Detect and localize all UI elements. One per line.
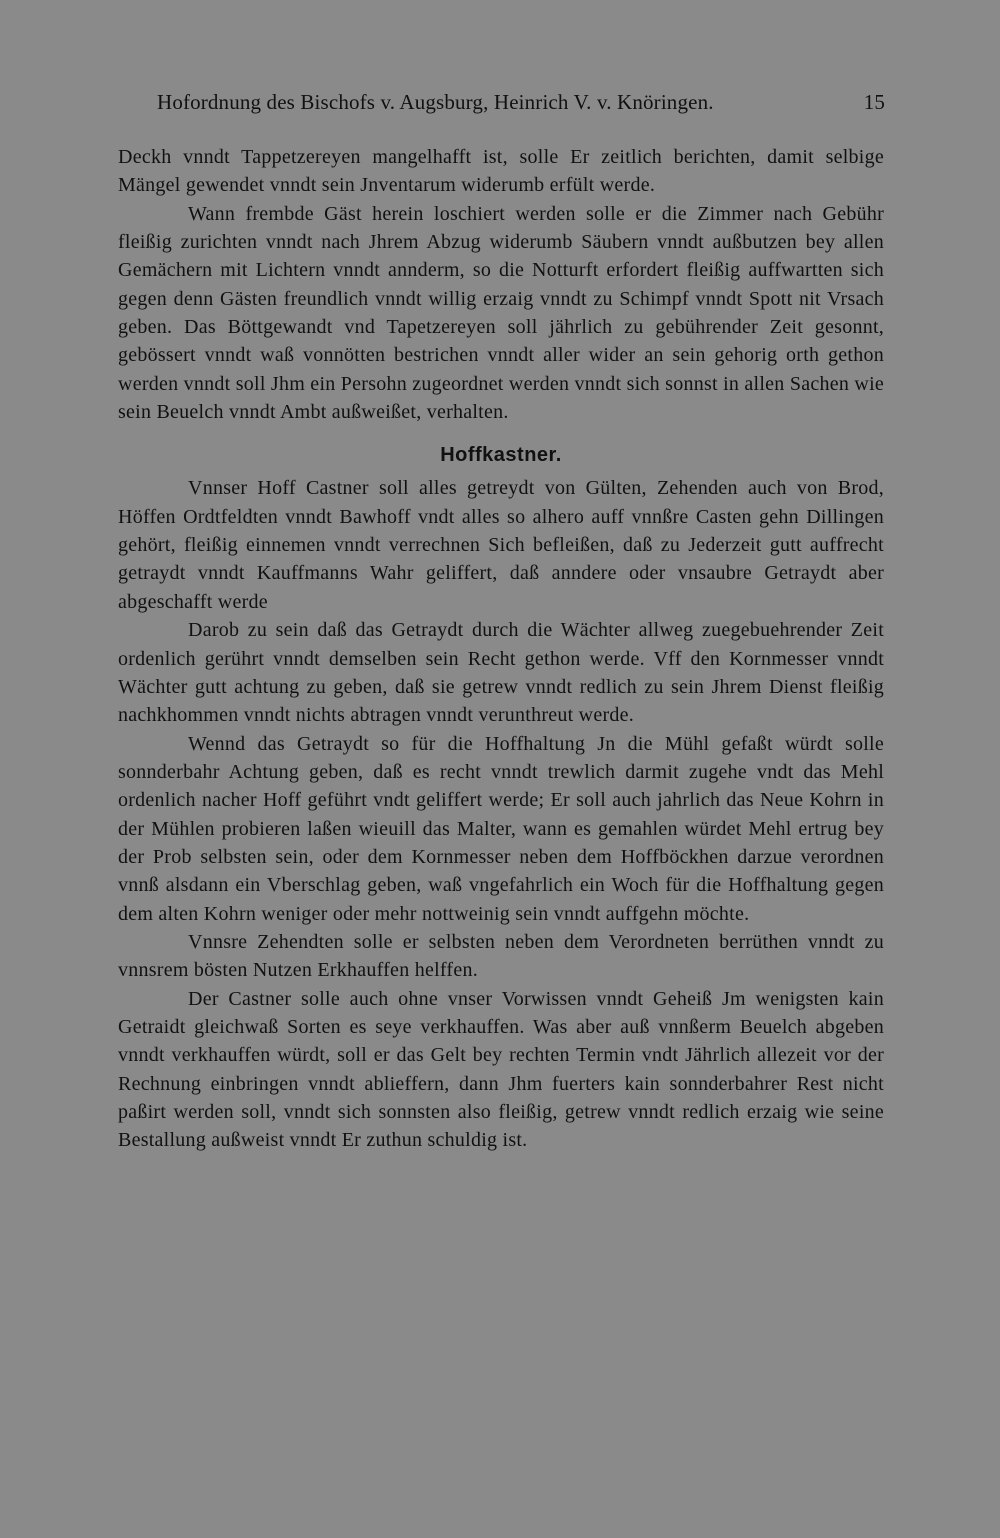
paragraph-tithes: Vnnsre Zehendten solle er selbsten neben dem Verordneten berrüthen vnndt zu vnnsrem bösten Nutzen Erkhauffen helffen. xyxy=(118,930,884,982)
paragraph-guests: Wann frembde Gäst herein loschiert werden solle er die Zimmer nach Gebühr fleißig zurichten vnndt nach Jhrem Abzug widerumb Säubern vnndt außbutzen bey allen Gemächern mit Lichtern vnndt annderm, so die Notturft erfordert fleißig auffwartten sich gegen denn Gästen freundlich vnndt willig erzaig vnndt zu Schimpf vnndt Spott nit Vrsach geben. Das Böttgewandt vnd Tapetzereyen soll jährlich zu gebührender Zeit gesonnt, gebössert vnndt waß vonnötten bestrichen vnndt aller wider an sein gehorig orth gethon werden vnndt soll Jhm ein Persohn zugeordnet werden vnndt sich sonnst in allen Sachen wie sein Beuelch vnndt Ambt außweißet, verhalten. xyxy=(118,202,884,424)
section-heading: Hoffkastner. xyxy=(440,444,562,467)
paragraph-sales: Der Castner solle auch ohne vnser Vorwissen vnndt Geheiß Jm wenigsten kain Getraidt gleichwaß Sorten es seye verkhauffen. Was aber auß vnnßerm Beuelch abgeben vnndt verkhauffen würdt, soll er das Gelt bey rechten Termin vndt Jährlich allezeit vor der Rechnung einbringen vnndt ablieffern, dann Jhm fuerters kain sonnderbahrer Rest nicht paßirt werden soll, vnndt sich sonnsten also fleißig, getrew vnndt redlich erzaig wie seine Bestallung außweist vnndt Er zuthun schuldig ist. xyxy=(118,987,884,1152)
paragraph-continued: Deckh vnndt Tappetzereyen mangelhafft ist, solle Er zeitlich berichten, damit selbige Mängel gewendet vnndt sein Jnventarum widerumb erfült werde. xyxy=(118,146,884,197)
header-title: Hofordnung des Bischofs v. Augsburg, Heinrich V. v. Knöringen. xyxy=(157,90,714,114)
paragraph-mill: Wennd das Getraydt so für die Hoffhaltung Jn die Mühl gefaßt würdt solle sonnderbahr Achtung geben, daß es recht vnndt trewlich darmit zugehe vndt das Mehl ordenlich nacher Hoff geführt vndt geliffert werde; Er soll auch jahrlich das Neue Kohrn in der Mühlen probieren laßen wieuill das Malter, wann es gemahlen würdet Mehl ertrug bey der Prob selbsten sein, oder dem Kornmesser neben dem Hoffböckhen darzue verordnen vnnß alsdann ein Vberschlag geben, waß vngefahrlich ein Woch für die Hoffhaltung gegen dem alten Kohrn weniger oder mehr nottweinig sein vnndt auffgehn möchte. xyxy=(118,732,884,925)
paragraph-grain-care: Darob zu sein daß das Getraydt durch die Wächter allweg zuegebuehrender Zeit ordenlich gerührt vnndt demselben sein Recht gethon werde. Vff den Kornmesser vnndt Wächter gutt achtung zu geben, daß sie getrew vnndt redlich zu sein Jhrem Dienst fleißig nachkhommen vnndt nichts abtragen vnndt verunthreut werde. xyxy=(118,619,884,727)
body-text xyxy=(118,143,884,1155)
paragraph-castner-duties: Vnnser Hoff Castner soll alles getreydt von Gülten, Zehenden auch von Brod, Höffen Ordtfeldten vnndt Bawhoff vndt alles so alhero auff vnnßre Casten gehn Dillingen gehört, fleißig einnemen vnndt verrechnen Sich befleißen, daß zu Jederzeit gutt auffrecht getraydt vnndt Kauffmanns Wahr geliffert, daß anndere oder vnsaubre Getraydt aber abgeschafft werde xyxy=(118,477,884,613)
running-header xyxy=(157,86,885,118)
page-number: 15 xyxy=(863,90,885,114)
